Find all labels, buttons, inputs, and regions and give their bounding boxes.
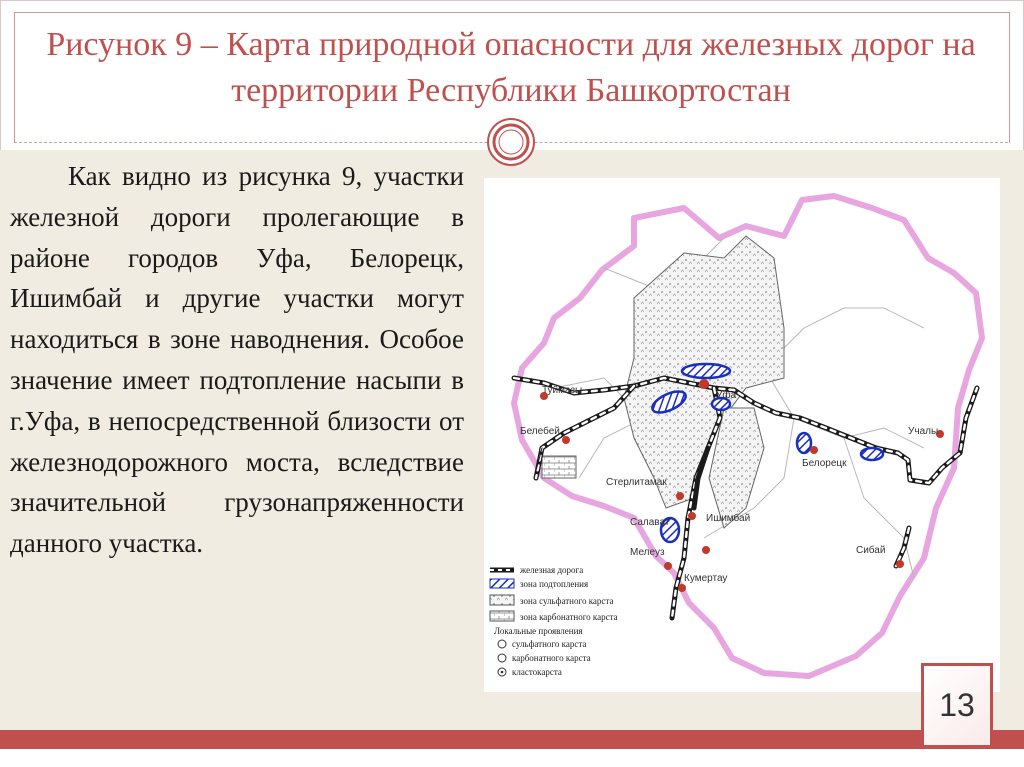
- city-label-uchaly: Учалы: [908, 426, 939, 437]
- city-label-ufa: Уфа: [716, 390, 737, 401]
- city-label-beloretsk: Белорецк: [802, 458, 847, 469]
- city-label-salavat: Салават: [630, 517, 670, 528]
- legend-carbonate-karst-zone: зона карбонатного карста: [520, 612, 618, 622]
- flood-zone-ufa-north: [682, 364, 730, 378]
- body-paragraph: [10, 156, 464, 564]
- slide-title: Рисунок 9 – Карта природной опасности для железных дорог на территории Республики Башкортостан: [46, 26, 976, 109]
- legend-sulfate-karst: сульфатного карста: [512, 639, 587, 649]
- bottom-accent-band: [0, 730, 1024, 749]
- legend-clastokarst: кластокарста: [512, 667, 562, 677]
- slide-number: 13: [921, 663, 993, 748]
- circle-ornament-icon: [486, 117, 536, 167]
- legend-carbonate-karst: карбонатного карста: [512, 653, 591, 663]
- city-label-ishimbay: Ишимбай: [706, 513, 751, 524]
- legend-local-header: Локальные проявления: [494, 626, 583, 636]
- legend-railway: железная дорога: [520, 565, 584, 575]
- flood-zone-beloretsk-east: [861, 448, 883, 460]
- map-image: [484, 178, 1000, 692]
- flood-zone-beloretsk: [797, 433, 811, 453]
- city-label-sterlitamak: Стерлитамак: [606, 477, 667, 488]
- map-legend: [490, 565, 618, 677]
- carbonate-karst-zone: [542, 456, 576, 478]
- body-text: Как видно из рисунка 9, участки железной дороги пролегающие в районе городов Уфа, Белорецк, Ишимбай и другие участки могут находиться в зоне наводнения. Особое значение имеет подтопление насыпи в г.Уфа, в непосредственной близости от железнодорожного моста, вследствие значительной грузонапряженности данного участка.: [10, 161, 464, 559]
- city-label-sibay: Сибай: [856, 545, 886, 556]
- city-label-tuimazy: Туймазы: [542, 385, 583, 396]
- city-label-meleuz: Мелеуз: [630, 547, 665, 558]
- legend-flood-zone: зона подтопления: [520, 579, 589, 589]
- legend-sulfate-karst-zone: зона сульфатного карста: [520, 596, 614, 606]
- bottom-strip: [0, 749, 1024, 767]
- city-label-kumertau: Кумертау: [684, 573, 728, 584]
- map-svg: [484, 178, 1000, 692]
- city-label-belebey: Белебей: [520, 426, 560, 437]
